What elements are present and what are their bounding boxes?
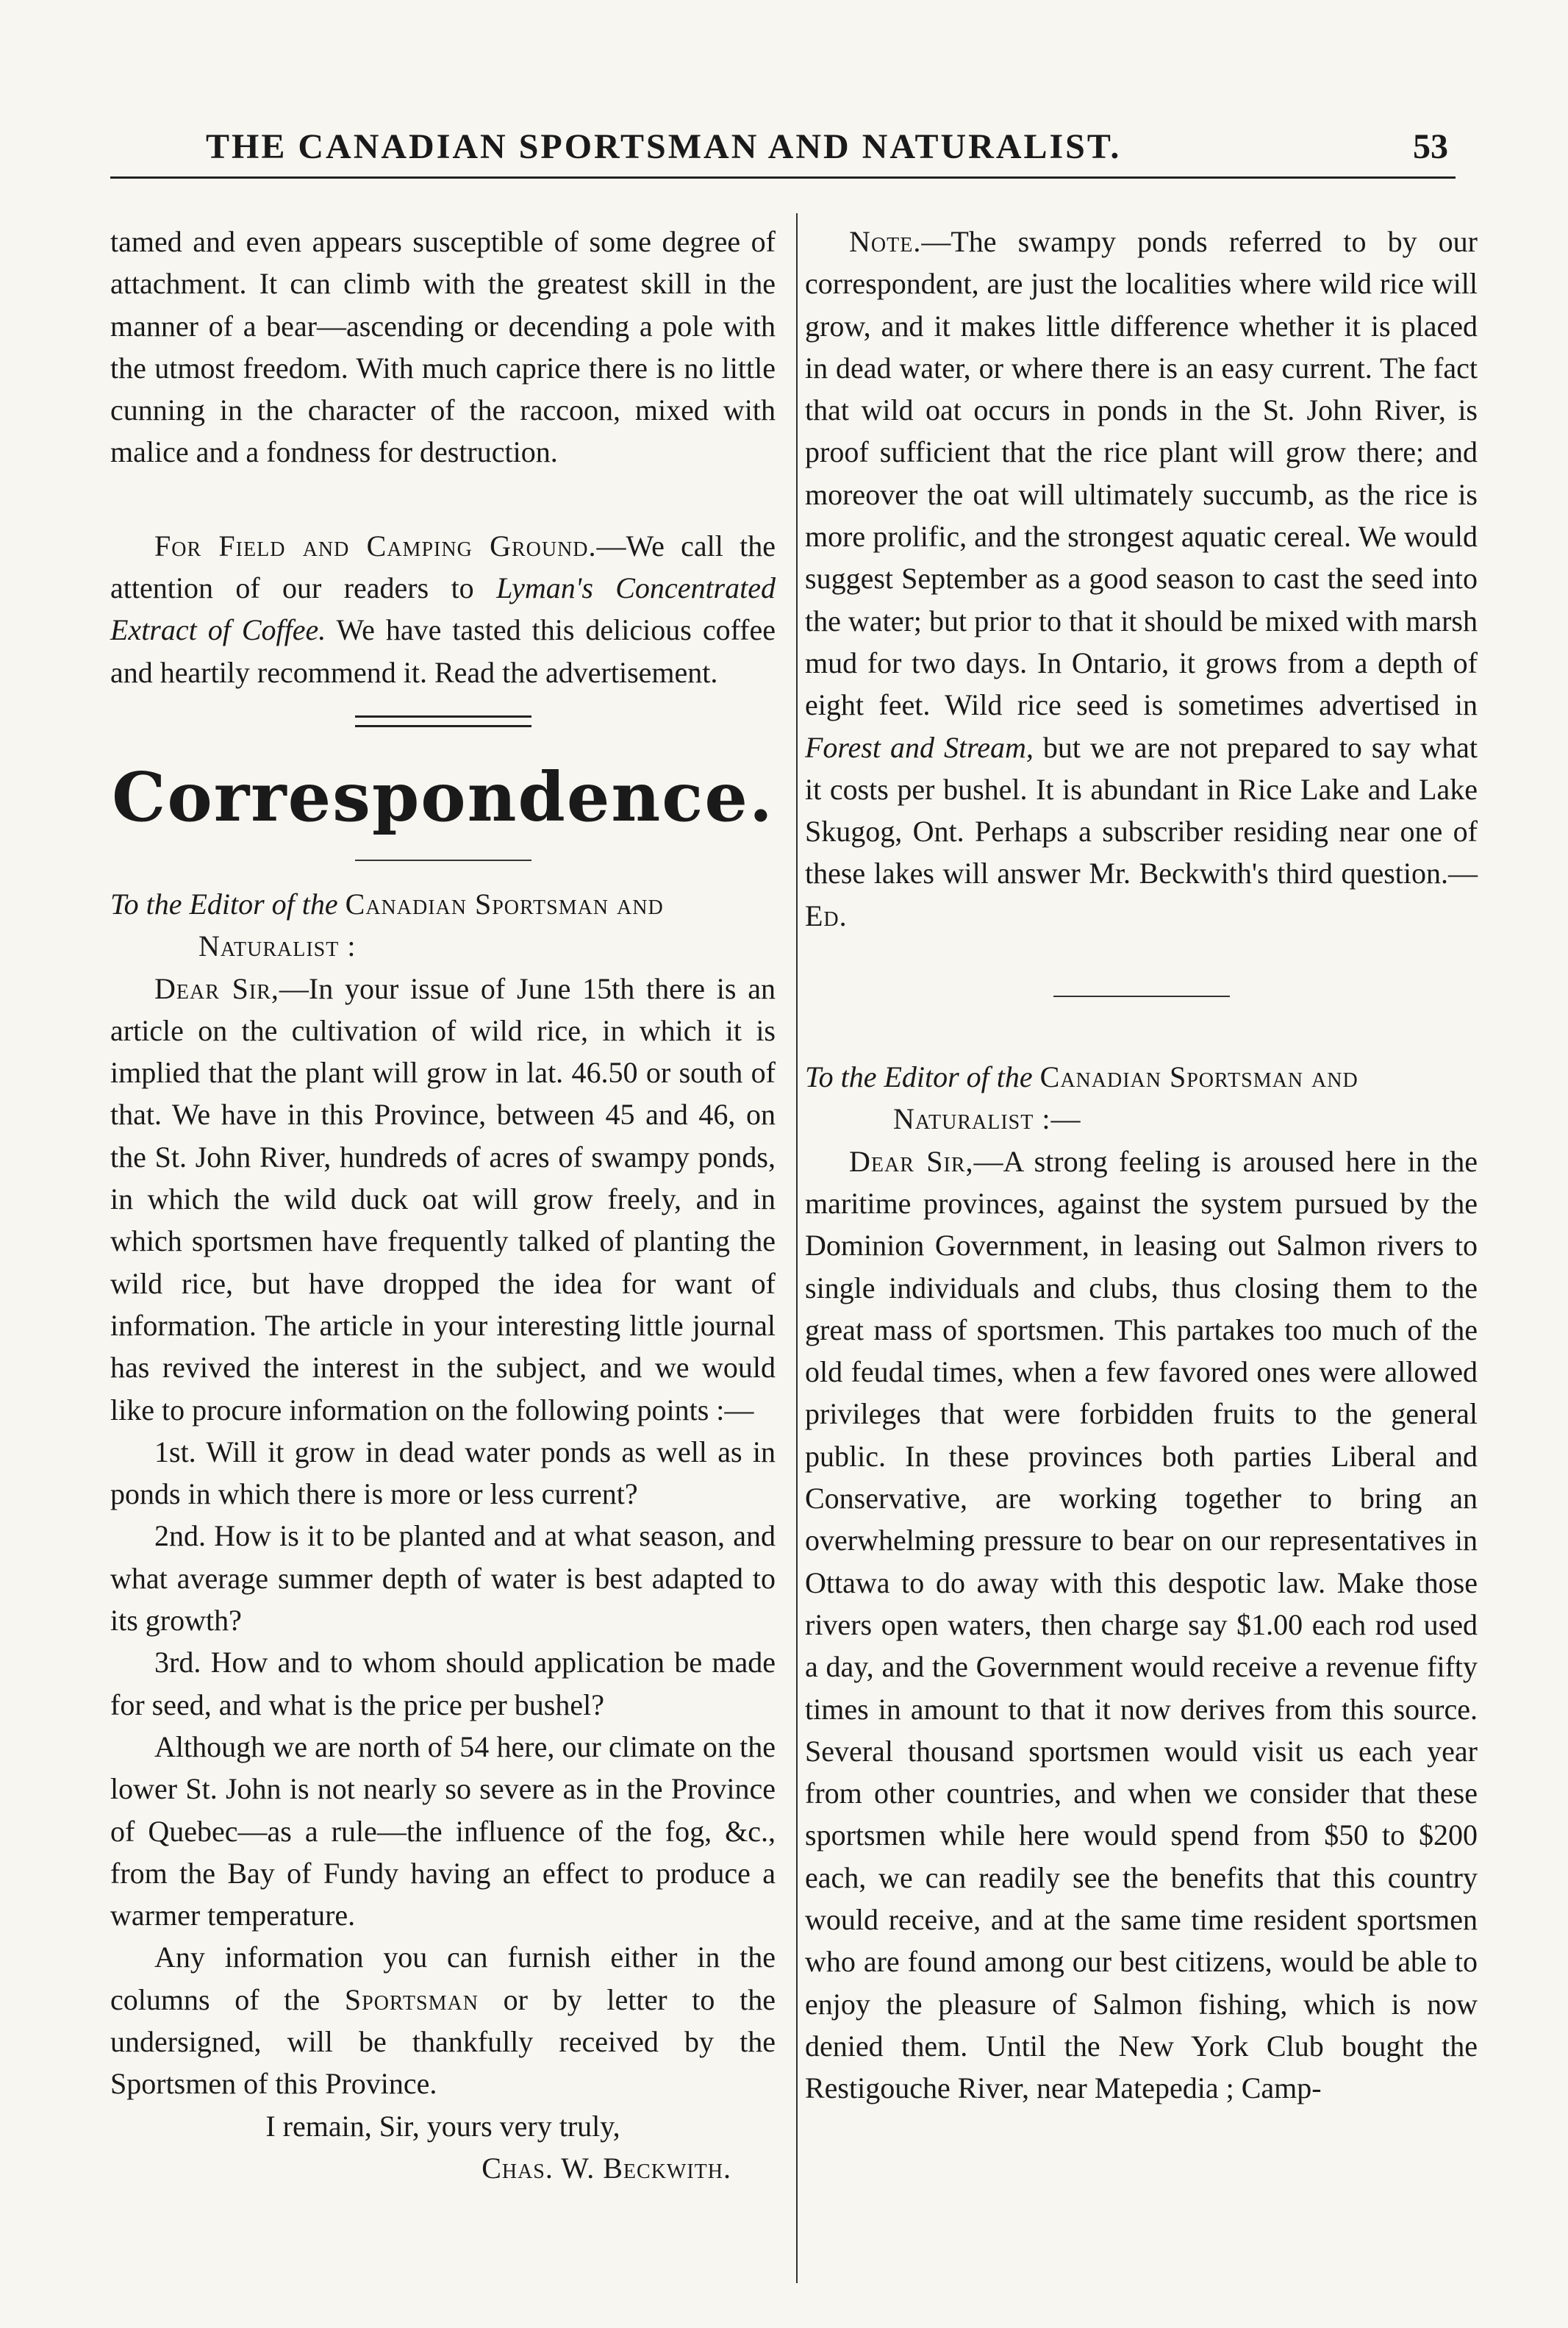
raccoon-paragraph: tamed and even appears susceptible of some degree of attachment. It can climb with the greatest skill in the manner of a bear—ascending or decending a pole with the utmost freedom. With much caprice there is no little cunning in the character of the raccoon, mixed with malice and a fondness for destruction. [110,225,776,469]
letter2-body-text: —A strong feeling is aroused here in the maritime provinces, against the system pursued by the Dominion Government, in leasing out Salmon rivers to single individuals and clubs, thus closing them to the great mass of sportsmen. This partakes too much of the old feudal times, when a few favored ones were allowed privileges that were forbidden fruits to the general public. In these provinces both parties Liberal and Conservative, are working together to bring an overwhelming pressure to bear on our representatives in Ottawa to do away with this despotic law. Make those rivers open waters, then charge say $1.00 each rod used a day, and the Government would receive a revenue fifty times in amount to that it now derives from this source. Several thousand sportsmen would visit us each year from other countries, and when we consider that these sportsmen while here would spend from $50 to $200 each, we can readily see the benefits that this country would receive, and at the same time resident sportsmen who are found among our best citizens, would be able to enjoy the pleasure of Salmon fishing, which is now denied them. Until the New York Club bought the Restigouche River, near Matepedia ; Camp- [805,1144,1478,2105]
right-column [805,221,1478,2109]
letter1-request-sportsman: Sportsman [344,1982,479,2016]
journal-title: THE CANADIAN SPORTSMAN AND NATURALIST. [206,127,1122,166]
letter2-addressee [805,1056,1478,1140]
letter1-to-publication-2: Naturalist : [198,929,357,963]
spacer [805,1019,1478,1056]
coffee-notice-lead: For Field and Camping Ground. [154,529,597,563]
letter1-climate: Although we are north of 54 here, our climate on the lower St. John is not nearly so severe as in the Province of Quebec—as a rule—the influence of the fog, &c., from the Bay of Fundy having an effect to produce a warmer temperature. [110,1729,776,1932]
letter2-to-publication-2: Naturalist :— [893,1102,1081,1136]
coffee-product-name: Lyman's Concentrated Extract of Coffee. [110,571,776,647]
spacer [110,474,776,525]
letter1-request [110,1936,776,2104]
editor-note-sign: Ed. [805,899,848,932]
letter2-body [805,1140,1478,2110]
left-column [110,221,776,2189]
heading-rule [355,860,531,861]
editor-note-lead: Note. [849,225,922,258]
letter1-intro [110,968,776,1431]
letter1-request-text-1: Any information you can furnish either in the columns of the [110,1940,776,2016]
letter1-salutation: Dear Sir, [154,971,279,1005]
letter2-salutation: Dear Sir, [849,1144,974,1178]
letter2-to-prefix: To the Editor of the [805,1060,1040,1094]
letter1-question-3: 3rd. How and to whom should application be made for seed, and what is the price per bushel? [110,1646,776,1721]
column-divider [796,213,798,2283]
page-number: 53 [1413,127,1448,166]
letter1-signoff: I remain, Sir, yours very truly, [265,2109,620,2143]
letter1-to-publication: Canadian Sportsman and [345,887,664,921]
letter1-addressee [110,883,776,968]
editor-note-publication: Forest and Stream, [805,730,1034,764]
coffee-notice-text-1: —We call the attention of our readers to [110,529,776,605]
section-heading: Correspondence. [112,757,774,837]
letter1-question-1: 1st. Will it grow in dead water ponds as well as in ponds in which there is more or less current? [110,1435,776,1511]
letter1-to-prefix: To the Editor of the [110,887,346,921]
letter2-to-publication: Canadian Sportsman and [1039,1060,1358,1094]
section-divider [355,715,531,727]
letter1-question-2: 2nd. How is it to be planted and at what season, and what average summer depth of water is best adapted to its growth? [110,1519,776,1638]
letter-divider [1053,996,1230,997]
header-rule [110,176,1456,179]
editor-note-text-1: —The swampy ponds referred to by our correspondent, are just the localities where wild rice will grow, and it makes little difference whether it is placed in dead water, or where there is an easy current. The fact that wild oat occurs in ponds in the St. John River, is proof sufficient that the rice plant will grow there; and moreover the oat will ultimately succumb, as the rice is more prolific, and the strongest aquatic cereal. We would suggest September as a good season to cast the seed into the water; but prior to that it should be mixed with marsh mud for two days. In Ontario, it grows from a depth of eight feet. Wild rice seed is sometimes advertised in [805,225,1478,722]
coffee-notice [110,525,776,693]
spacer [805,937,1478,974]
coffee-notice-text-2: We have tasted this delicious coffee and heartily recommend it. Read the advertisement. [110,613,776,689]
letter1-intro-text: —In your issue of June 15th there is an article on the cultivation of wild rice, in which it is implied that the plant will grow in lat. 46.50 or south of that. We have in this Province, between 45 and 46, on the St. John River, hundreds of acres of swampy ponds, in which the wild duck oat will grow freely, and in which sportsmen have frequently talked of planting the wild rice, but have dropped the idea for want of information. The article in your interesting little journal has revived the interest in the subject, and we would like to procure information on the following points :— [110,971,776,1427]
letter1-signature: Chas. W. Beckwith. [482,2151,731,2185]
editor-note-text-2: but we are not prepared to say what it costs per bushel. It is abundant in Rice Lake and Lake Skugog, Ont. Perhaps a subscriber residing near one of these lakes will answer Mr. Beckwith's third question.— [805,730,1478,890]
letter1-request-text-2: or by letter to the undersigned, will be thankfully received by the Sportsmen of this Province. [110,1982,776,2101]
editor-note [805,221,1478,937]
